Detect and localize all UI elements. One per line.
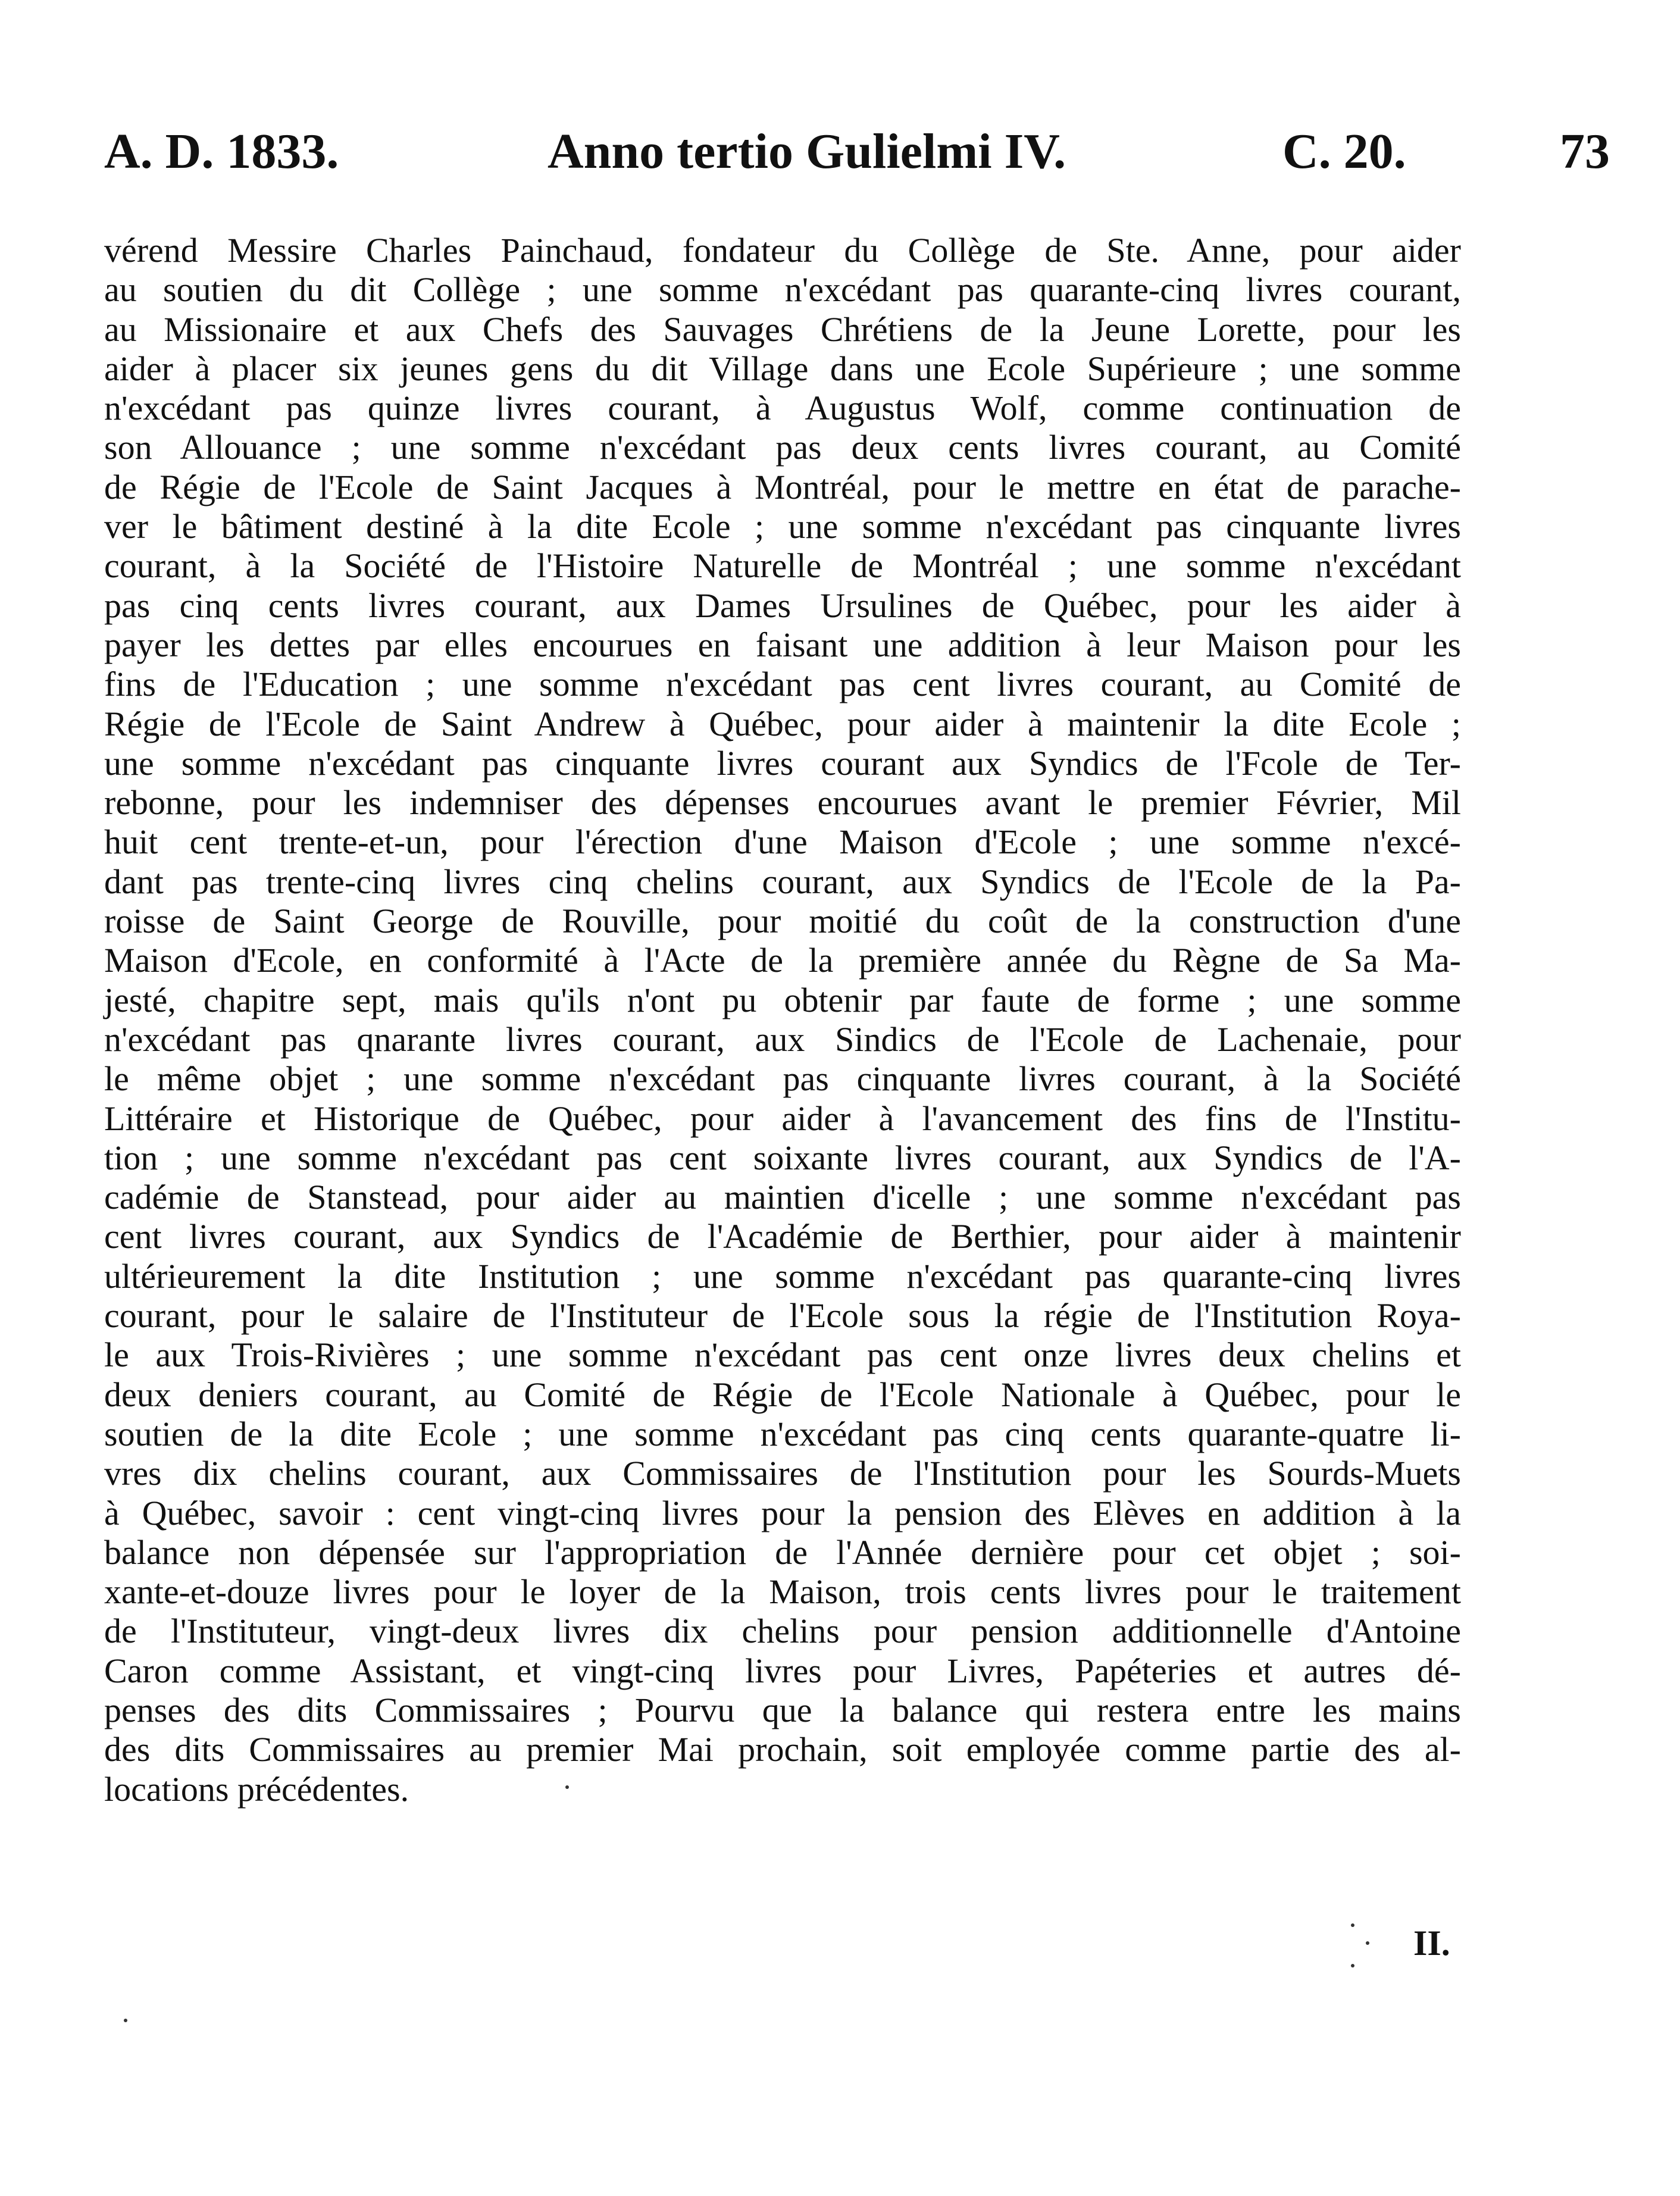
- text-line: au Missionaire et aux Chefs des Sauvages Chrétiens de la Jeune Lorette, pour les: [104, 309, 1461, 349]
- text-line: Maison d'Ecole, en conformité à l'Acte de la première année du Règne de Sa Ma-: [104, 941, 1461, 980]
- scan-speck: [565, 1785, 569, 1789]
- text-line: courant, à la Société de l'Histoire Naturelle de Montréal ; une somme n'excédant: [104, 546, 1461, 586]
- text-line: de Régie de l'Ecole de Saint Jacques à Montréal, pour le mettre en état de parache-: [104, 467, 1461, 506]
- text-line: n'excédant pas qnarante livres courant, aux Sindics de l'Ecole de Lachenaie, pour: [104, 1019, 1461, 1059]
- text-line: payer les dettes par elles encourues en faisant une addition à leur Maison pour les: [104, 625, 1461, 664]
- text-line: Caron comme Assistant, et vingt-cinq livres pour Livres, Papéteries et autres dé-: [104, 1651, 1461, 1690]
- header-title: Anno tertio Gulielmi IV.: [548, 124, 1066, 179]
- header-year: A. D. 1833.: [104, 124, 339, 179]
- text-line: au soutien du dit Collège ; une somme n'excédant pas quarante-cinq livres courant,: [104, 270, 1461, 309]
- text-line: penses des dits Commissaires ; Pourvu que la balance qui restera entre les mains: [104, 1690, 1461, 1729]
- text-line: Littéraire et Historique de Québec, pour aider à l'avancement des fins de l'Institu-: [104, 1099, 1461, 1138]
- text-line: ultérieurement la dite Institution ; une somme n'excédant pas quarante-cinq livres: [104, 1256, 1461, 1296]
- text-line: le aux Trois-Rivières ; une somme n'excédant pas cent onze livres deux chelins et: [104, 1335, 1461, 1375]
- text-line: Régie de l'Ecole de Saint Andrew à Québec, pour aider à maintenir la dite Ecole ;: [104, 704, 1461, 743]
- text-line: rebonne, pour les indemniser des dépenses encourues avant le premier Février, Mil: [104, 783, 1461, 822]
- text-line: huit cent trente-et-un, pour l'érection d'une Maison d'Ecole ; une somme n'excé-: [104, 822, 1461, 862]
- scan-speck: [124, 2019, 127, 2022]
- text-line: courant, pour le salaire de l'Instituteur de l'Ecole sous la régie de l'Institution Roya-: [104, 1296, 1461, 1335]
- page-number: 73: [1560, 124, 1610, 179]
- text-line: cadémie de Stanstead, pour aider au maintien d'icelle ; une somme n'excédant pas: [104, 1178, 1461, 1217]
- text-line: à Québec, savoir : cent vingt-cinq livres pour la pension des Elèves en addition à la: [104, 1493, 1461, 1532]
- text-line: vres dix chelins courant, aux Commissaires de l'Institution pour les Sourds-Muets: [104, 1454, 1461, 1493]
- text-line: roisse de Saint George de Rouville, pour moitié du coût de la construction d'une: [104, 902, 1461, 941]
- text-line: pas cinq cents livres courant, aux Dames Ursulines de Québec, pour les aider à: [104, 586, 1461, 625]
- text-line: xante-et-douze livres pour le loyer de la Maison, trois cents livres pour le traitement: [104, 1572, 1461, 1612]
- scan-speck: [1351, 1923, 1354, 1927]
- text-line: locations précédentes.: [104, 1769, 409, 1809]
- text-line: jesté, chapitre sept, mais qu'ils n'ont pu obtenir par faute de forme ; une somme: [104, 980, 1461, 1019]
- text-line: ver le bâtiment destiné à la dite Ecole ; une somme n'excédant pas cinquante livres: [104, 507, 1461, 546]
- text-line: balance non dépensée sur l'appropriation de l'Année dernière pour cet objet ; soi-: [104, 1532, 1461, 1572]
- text-line: des dits Commissaires au premier Mai prochain, soit employée comme partie des al-: [104, 1730, 1461, 1769]
- running-header: [104, 116, 1610, 187]
- text-line: aider à placer six jeunes gens du dit Village dans une Ecole Supérieure ; une somme: [104, 349, 1461, 388]
- header-chapter: C. 20.: [1282, 124, 1406, 179]
- body-paragraph: [104, 231, 1461, 1809]
- text-line: de l'Instituteur, vingt-deux livres dix chelins pour pension additionnelle d'Antoine: [104, 1612, 1461, 1651]
- text-line: cent livres courant, aux Syndics de l'Académie de Berthier, pour aider à maintenir: [104, 1217, 1461, 1256]
- section-marker: II.: [1413, 1923, 1450, 1963]
- text-line: vérend Messire Charles Painchaud, fondateur du Collège de Ste. Anne, pour aider: [104, 231, 1461, 270]
- text-line: soutien de la dite Ecole ; une somme n'excédant pas cinq cents quarante-quatre li-: [104, 1414, 1461, 1453]
- scan-speck: [1366, 1941, 1369, 1945]
- text-line: une somme n'excédant pas cinquante livres courant aux Syndics de l'Fcole de Ter-: [104, 743, 1461, 783]
- text-line: n'excédant pas quinze livres courant, à Augustus Wolf, comme continuation de: [104, 389, 1461, 428]
- text-line: son Allouance ; une somme n'excédant pas deux cents livres courant, au Comité: [104, 428, 1461, 467]
- text-line: fins de l'Education ; une somme n'excédant pas cent livres courant, au Comité de: [104, 665, 1461, 704]
- text-line: deux deniers courant, au Comité de Régie de l'Ecole Nationale à Québec, pour le: [104, 1375, 1461, 1414]
- scan-speck: [1351, 1964, 1354, 1967]
- text-line: dant pas trente-cinq livres cinq chelins courant, aux Syndics de l'Ecole de la Pa-: [104, 862, 1461, 901]
- text-line: le même objet ; une somme n'excédant pas cinquante livres courant, à la Société: [104, 1059, 1461, 1099]
- text-line: tion ; une somme n'excédant pas cent soixante livres courant, aux Syndics de l'A-: [104, 1138, 1461, 1177]
